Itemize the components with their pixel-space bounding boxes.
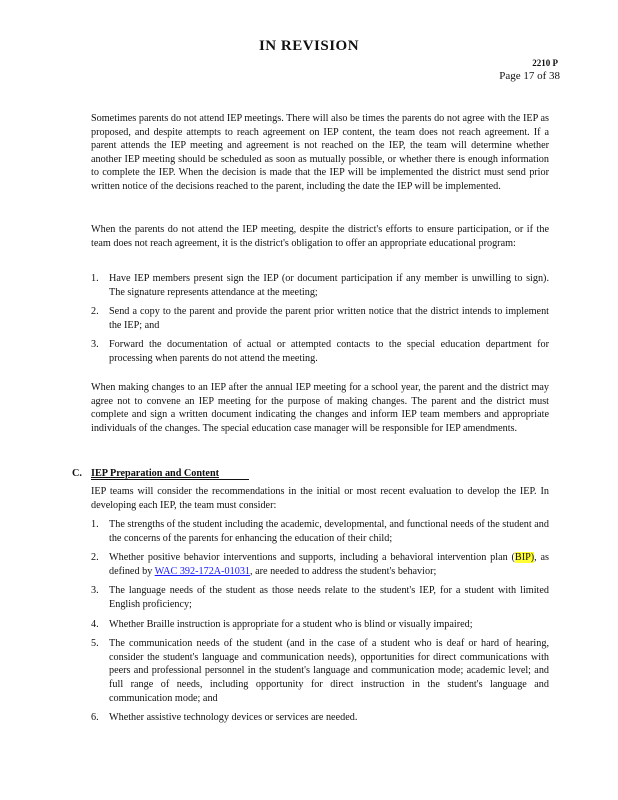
list-text: The communication needs of the student (and in the case of a student who is deaf or hard of hearing, consider the student's language and communication needs), opportunities for direct communications with peers and professional personnel in the student's language and communication mode; academic level; and full range of needs, including opportunity for direct instruction in the student's language and communication mode; and [109, 638, 549, 704]
list-item [91, 518, 549, 545]
list-number: 1. [91, 519, 99, 530]
section-title: IEP Preparation and Content [91, 468, 249, 480]
list-text-middle: , as defined by [109, 552, 549, 577]
paragraph-amendments: When making changes to an IEP after the annual IEP meeting for a school year, the parent and the district may agree not to convene an IEP meeting for the purpose of making changes. The parent and the district must complete and sign a written document indicating the changes and inform IEP team members and appropriate individuals of the changes. The special education case manager will be responsible for IEP amendments. [91, 382, 549, 434]
page-number: Page 17 of 38 [499, 70, 560, 82]
list-text: Forward the documentation of actual or attempted contacts to the special education department for processing when parents do not attend the meeting. [109, 339, 549, 364]
list-text: Send a copy to the parent and provide the parent prior written notice that the district intends to implement the IEP; and [109, 306, 549, 331]
list-item [91, 272, 549, 299]
list-text: The strengths of the student including the academic, developmental, and functional needs of the student and the concerns of the parents for enhancing the education of their child; [109, 519, 549, 544]
list-number: 2. [91, 306, 99, 318]
list-number: 5. [91, 638, 99, 650]
list-text: Whether Braille instruction is appropriate for a student who is blind or visually impaired; [109, 618, 473, 630]
section-heading [72, 468, 249, 480]
list-text-after: , are needed to address the student's behavior; [250, 565, 437, 577]
list-number: 3. [91, 585, 99, 597]
consideration-list [91, 518, 549, 731]
list-item [91, 584, 549, 611]
list-item [91, 551, 549, 578]
list-number: 4. [91, 618, 99, 630]
list-number: 3. [91, 339, 99, 351]
list-item [91, 305, 549, 332]
obligation-list [91, 272, 549, 372]
list-number: 2. [91, 552, 99, 564]
page-title: IN REVISION [258, 38, 360, 54]
list-text-before: Whether positive behavior interventions and supports, including a behavioral intervention plan ( [109, 552, 515, 564]
wac-link[interactable]: WAC 392-172A-01031 [154, 565, 251, 577]
policy-code: 2210 P [532, 58, 558, 68]
list-item [91, 338, 549, 365]
list-text: The language needs of the student as those needs relate to the student's IEP, for a student with limited English proficiency; [109, 585, 549, 610]
paragraph-nonattendance: Sometimes parents do not attend IEP meetings. There will also be times the parents do not agree with the IEP as proposed, and despite attempts to reach agreement on IEP content, the team does not reach agreement. If a parent attends the IEP meeting and agreement is not reached on the IEP, the team will determine whether another IEP meeting should be scheduled as soon as mutually possible, or whether there is enough information to complete the IEP. When the decision is made that the IEP will be implemented the district must send prior written notice of the decisions reached to the parent, including the date the IEP will be implemented. [91, 113, 549, 192]
list-number: 6. [91, 712, 99, 724]
list-item [91, 618, 549, 632]
highlighted-text: BIP) [514, 552, 535, 564]
paragraph-obligation: When the parents do not attend the IEP meeting, despite the district's efforts to ensure participation, or if the team does not reach agreement, it is the district's obligation to offer an appropriate educational program: [91, 224, 549, 249]
section-letter: C. [72, 468, 82, 479]
list-number: 1. [91, 273, 99, 284]
list-item [91, 637, 549, 705]
list-item [91, 711, 549, 725]
list-text: Have IEP members present sign the IEP (or document participation if any member is unwilling to sign). The signature represents attendance at the meeting; [109, 273, 549, 298]
paragraph-consider: IEP teams will consider the recommendations in the initial or most recent evaluation to develop the IEP. In developing each IEP, the team must consider: [91, 486, 549, 511]
list-text: Whether assistive technology devices or services are needed. [109, 712, 358, 724]
